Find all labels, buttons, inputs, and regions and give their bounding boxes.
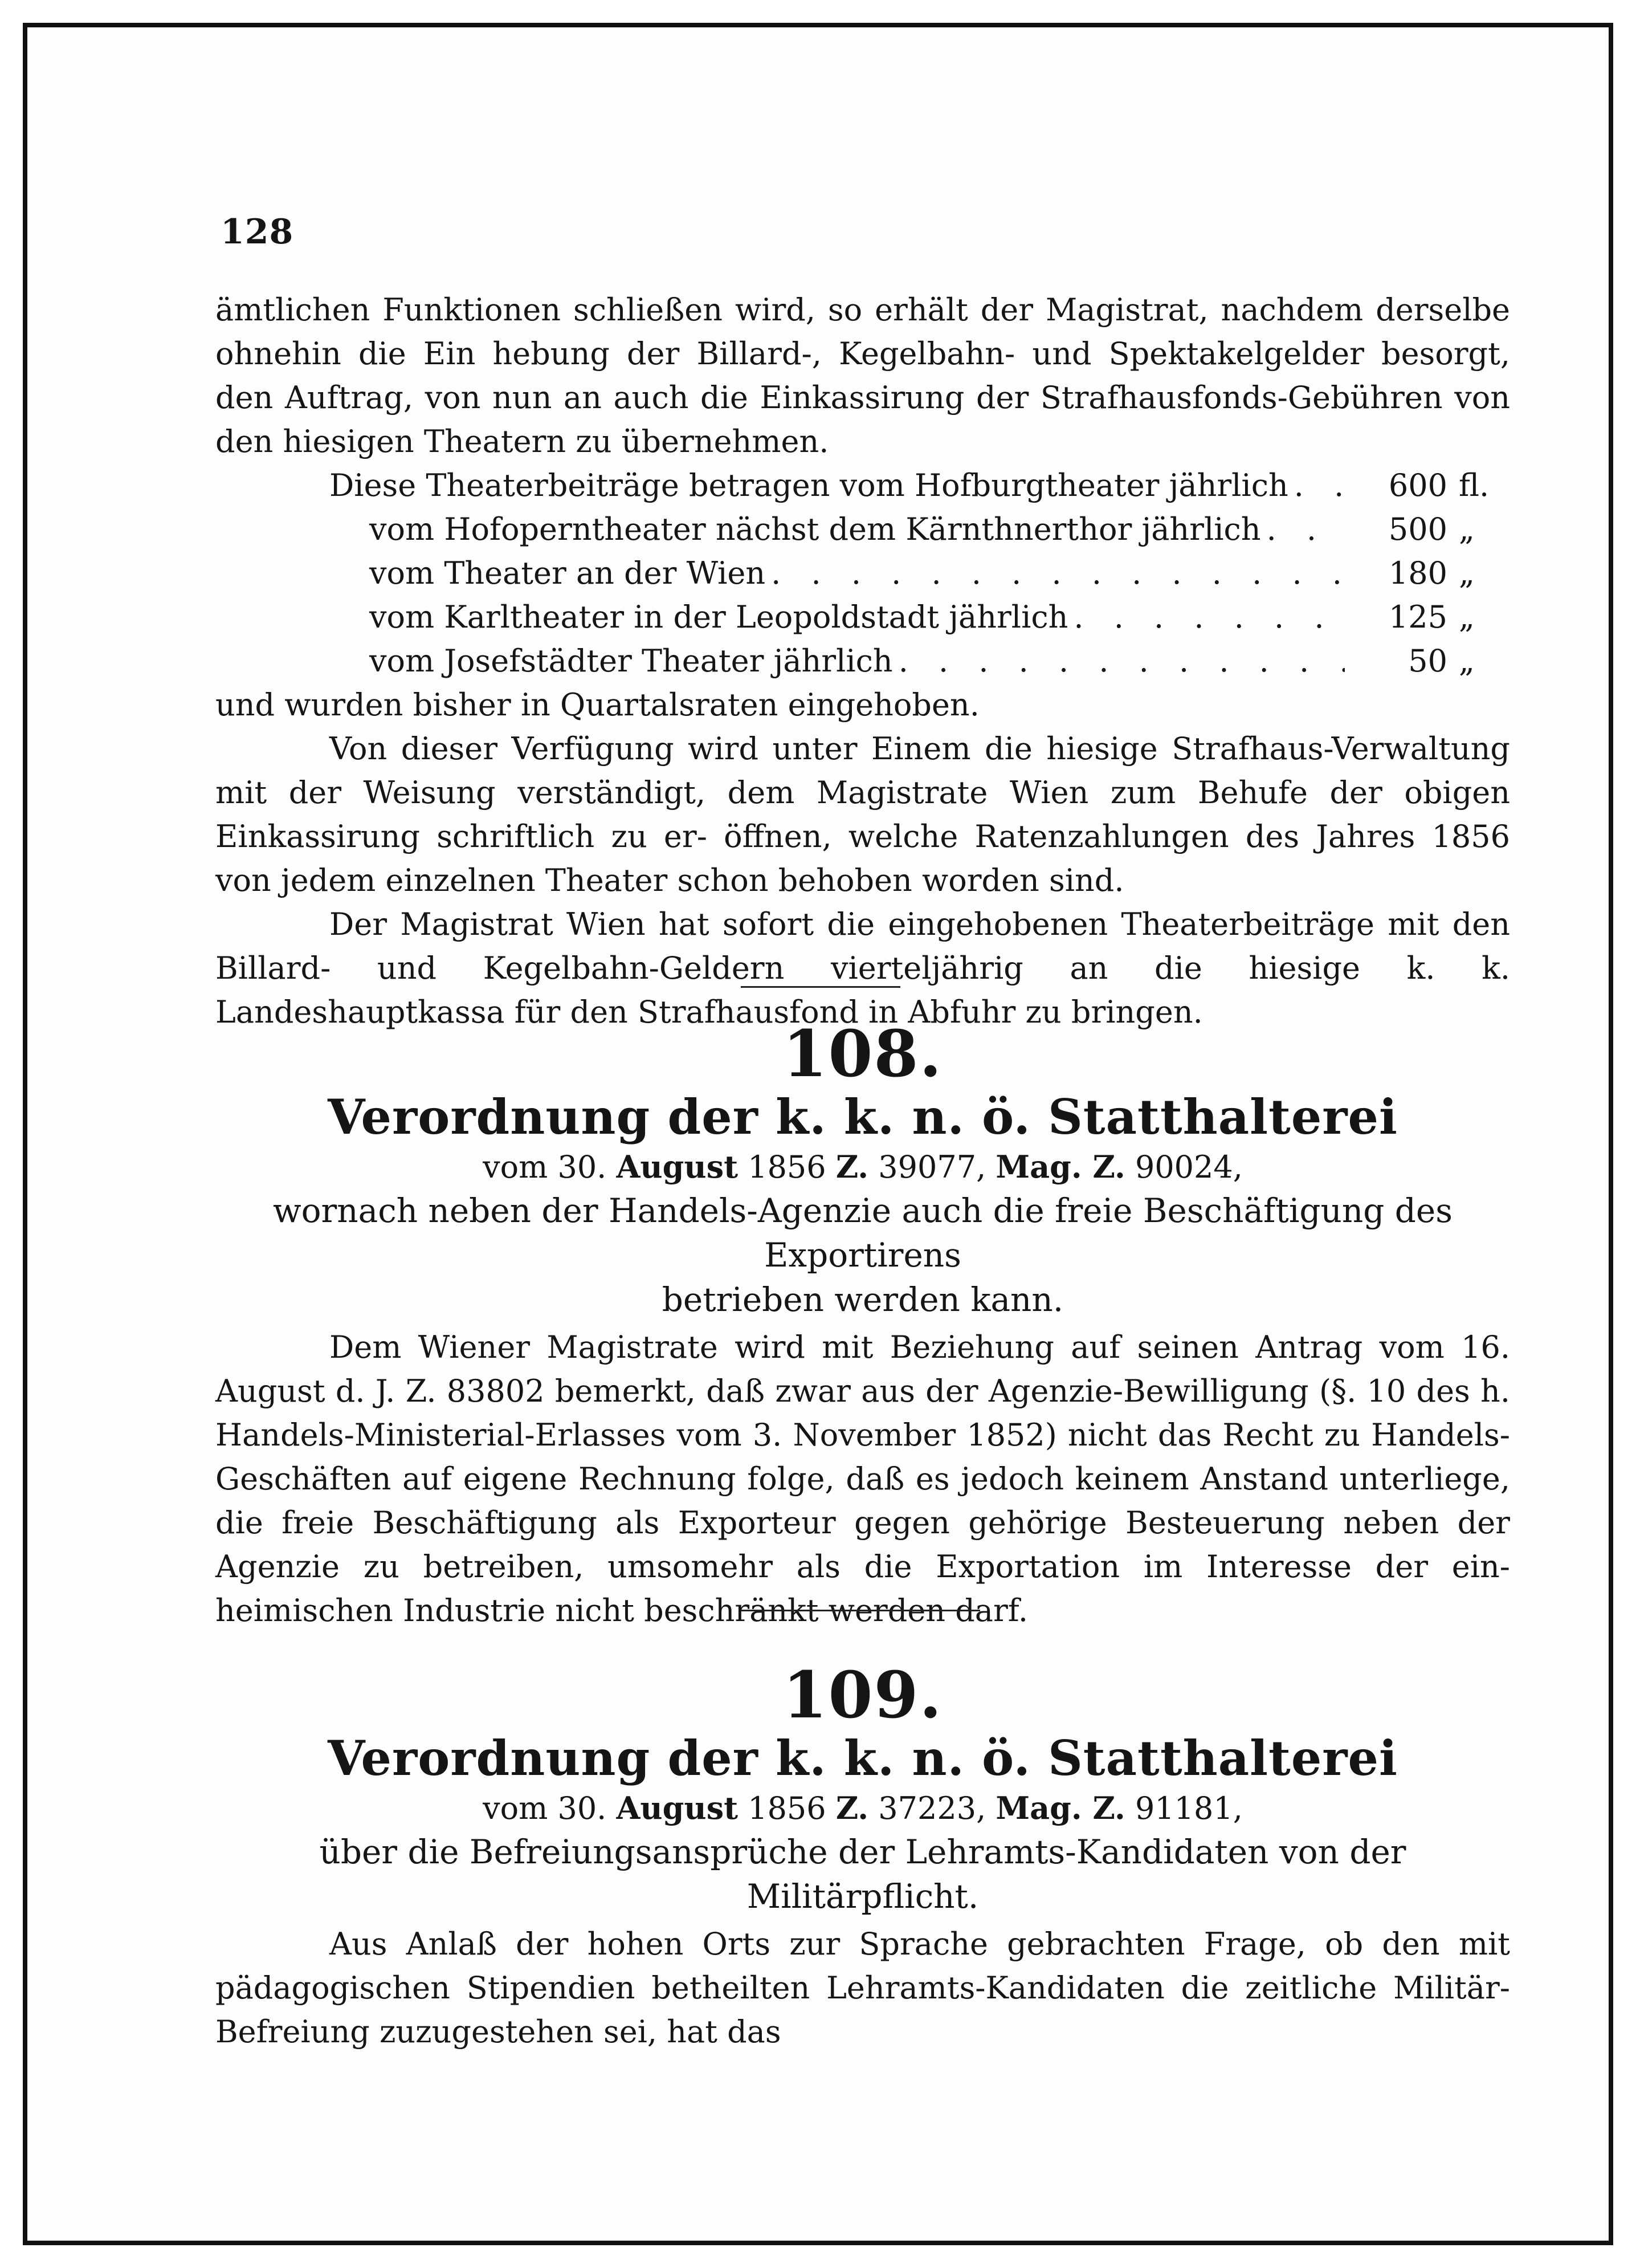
contribution-amount: 125 xyxy=(1388,599,1447,635)
section-subject: wornach neben der Handels-Agenzie auch die freie Beschäftigung des Exportirens xyxy=(272,1191,1453,1275)
date-year: 1856 xyxy=(748,1149,826,1185)
section-heading: Verordnung der k. k. n. ö. Statthalterei xyxy=(328,1089,1398,1145)
leader-dots xyxy=(1288,463,1345,507)
paragraph-line: daß es jedoch keinem Anstand unterliege, die freie Beschäftigung als Exporteur gegen gehörige xyxy=(215,1461,1510,1541)
section-dateline xyxy=(215,1787,1510,1830)
contribution-amount: 50 xyxy=(1408,643,1447,679)
paragraph-line: Von dieser Verfügung wird unter Einem die hiesige Strafhaus-Verwaltung mit der xyxy=(215,731,1510,811)
section-subject-cont: betrieben werden kann. xyxy=(662,1280,1064,1319)
section-divider xyxy=(741,986,900,988)
paragraph-line: Besteuerung neben der Agenzie zu betreiben, umsomehr als die Exportation im Interesse der ein- xyxy=(215,1505,1510,1585)
paragraph-line: hebung der Billard-, Kegelbahn- und Spektakelgelder besorgt, den Auftrag, von nun an auch die xyxy=(215,336,1510,416)
paragraph-line: Stipendien betheilten Lehramts-Kandidaten die zeitliche Militär-Befreiung zuzugestehen sei, hat das xyxy=(215,1970,1510,2050)
section-heading: Verordnung der k. k. n. ö. Statthalterei xyxy=(328,1730,1398,1786)
section-number: 109. xyxy=(782,1658,943,1733)
section-subject: über die Befreiungsansprüche der Lehramts-Kandidaten von der Militärpflicht. xyxy=(319,1833,1406,1916)
contribution-label: vom Josefstädter Theater jährlich xyxy=(369,643,893,679)
paragraph-1 xyxy=(215,288,1510,463)
contributions-list xyxy=(215,463,1510,683)
contribution-unit: „ xyxy=(1459,555,1475,591)
leader-dots xyxy=(1261,507,1345,551)
section-108 xyxy=(215,1017,1510,1632)
paragraph-line: Einkassirung der Strafhausfonds-Gebühren von den hiesigen Theatern zu übernehmen. xyxy=(215,380,1510,459)
z-label: Z. xyxy=(835,1149,869,1185)
contribution-unit: „ xyxy=(1459,599,1475,635)
paragraph-line: ämtlichen Funktionen schließen wird, so erhält der Magistrat, nachdem derselbe ohnehin die Ein xyxy=(215,292,1510,372)
z-number: 37223, xyxy=(878,1790,986,1826)
paragraph-3 xyxy=(215,902,1510,1034)
page-number: 128 xyxy=(221,212,294,252)
list-item xyxy=(215,507,1510,551)
date-prefix: vom 30. xyxy=(483,1790,607,1826)
paragraph-line: Abfuhr zu bringen. xyxy=(908,994,1203,1030)
contribution-label: vom Hofoperntheater nächst dem Kärnthnerthor jährlich xyxy=(369,511,1261,547)
contribution-label: Diese Theaterbeiträge betragen vom Hofburgtheater jährlich xyxy=(329,467,1288,503)
contribution-amount: 600 xyxy=(1388,467,1447,503)
mag-label: Mag. Z. xyxy=(996,1149,1125,1185)
paragraph-line: worden sind. xyxy=(921,862,1124,898)
section-divider xyxy=(741,1610,980,1611)
list-item xyxy=(215,463,1510,507)
contribution-label: vom Karltheater in der Leopoldstadt jährlich xyxy=(369,599,1068,635)
date-month: August xyxy=(616,1149,739,1185)
section-109 xyxy=(215,1658,1510,2054)
contribution-unit: „ xyxy=(1459,643,1475,679)
leader-dots xyxy=(765,551,1345,595)
paragraph-line: Z. 83802 bemerkt, daß zwar aus der Agenzie-Bewilligung (§. 10 des h. Handels-Ministerial-Erlasses xyxy=(215,1373,1510,1453)
section-number: 108. xyxy=(782,1017,943,1092)
leader-dots xyxy=(893,639,1345,683)
list-item xyxy=(215,595,1510,639)
z-label: Z. xyxy=(835,1790,869,1826)
section-body xyxy=(215,1325,1510,1632)
z-number: 39077, xyxy=(878,1149,986,1185)
paragraph-line: Aus Anlaß der hohen Orts zur Sprache gebrachten Frage, ob den mit pädagogischen xyxy=(215,1926,1510,2006)
section-dateline xyxy=(215,1146,1510,1188)
list-item xyxy=(215,551,1510,595)
contribution-amount: 500 xyxy=(1388,511,1447,547)
contribution-label: vom Theater an der Wien xyxy=(369,555,766,591)
paragraph-line: Dem Wiener Magistrate wird mit Beziehung auf seinen Antrag vom 16. August d. J. xyxy=(215,1329,1510,1409)
leader-dots xyxy=(1068,595,1345,639)
date-month: August xyxy=(616,1790,739,1826)
contribution-unit: „ xyxy=(1459,511,1475,547)
paragraph-line: Der Magistrat Wien hat sofort die eingehobenen Theaterbeiträge mit den Billard- und xyxy=(215,906,1510,986)
paragraph-after-list: und wurden bisher in Quartalsraten eingehoben. xyxy=(215,687,980,723)
mag-number: 90024, xyxy=(1135,1149,1243,1185)
section-body xyxy=(215,1922,1510,2054)
main-text-block xyxy=(215,288,1510,1034)
date-year: 1856 xyxy=(748,1790,826,1826)
paragraph-2 xyxy=(215,727,1510,902)
contribution-amount: 180 xyxy=(1388,555,1447,591)
paragraph-line: Weisung verständigt, dem Magistrate Wien zum Behufe der obigen Einkassirung schriftlich zu er- xyxy=(215,775,1510,854)
mag-label: Mag. Z. xyxy=(996,1790,1125,1826)
paragraph-line: vom 3. November 1852) nicht das Recht zu Handels-Geschäften auf eigene Rechnung folge, xyxy=(215,1417,1510,1497)
mag-number: 91181, xyxy=(1135,1790,1243,1826)
paragraph-line: Kegelbahn-Geldern vierteljährig an die hiesige k. k. Landeshauptkassa für den Strafhausfond in xyxy=(215,950,1510,1030)
contribution-unit: fl. xyxy=(1459,467,1490,503)
paragraph-line: öffnen, welche Ratenzahlungen des Jahres 1856 von jedem einzelnen Theater schon behoben xyxy=(215,819,1510,898)
list-item xyxy=(215,639,1510,683)
date-prefix: vom 30. xyxy=(483,1149,607,1185)
paragraph-line: heimischen Industrie nicht beschränkt werden darf. xyxy=(215,1593,1029,1628)
